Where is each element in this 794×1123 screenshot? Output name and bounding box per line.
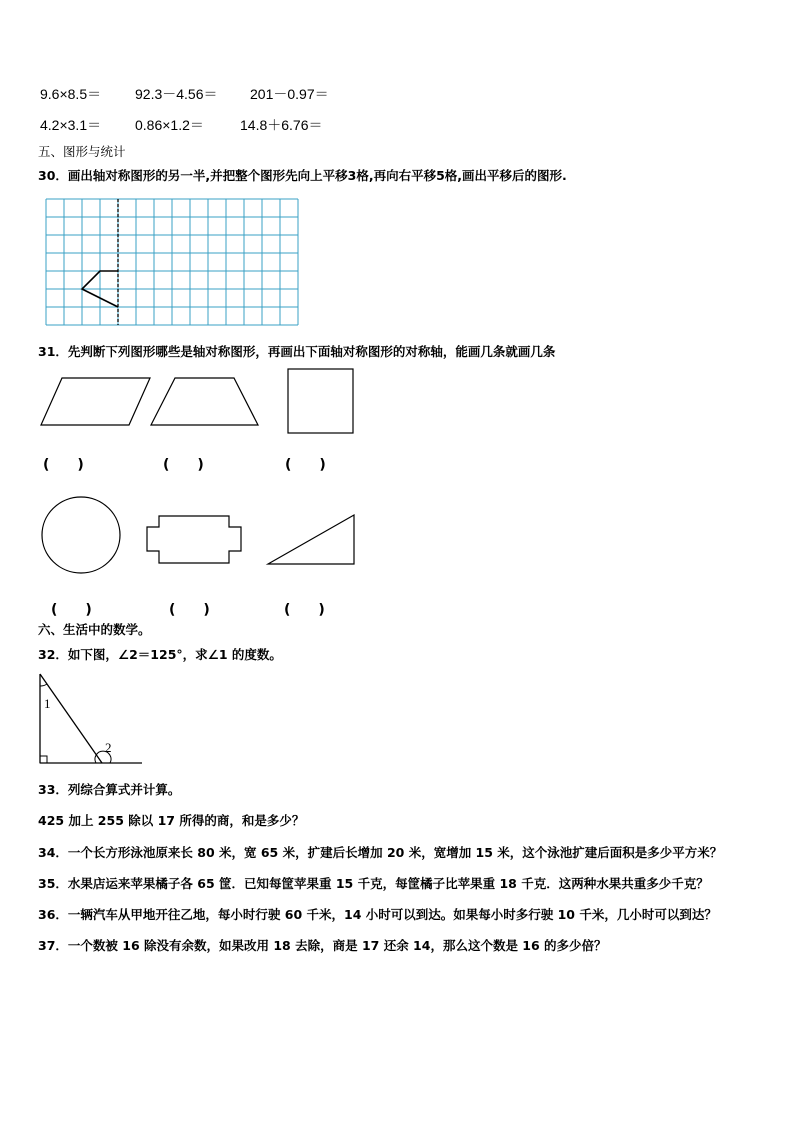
answer-blank[interactable]: ( ) <box>285 457 326 473</box>
question-35: 35．水果店运来苹果橘子各 65 筐．已知每筐苹果重 15 千克，每筐橘子比苹果重 18 千克．这两种水果共重多少千克？ <box>38 876 709 891</box>
answer-blank[interactable]: ( ) <box>51 602 92 618</box>
angle-1-arc <box>40 684 47 686</box>
question-34: 34．一个长方形泳池原来长 80 米，宽 65 米，扩建后长增加 20 米，宽增加 15 米，这个泳池扩建后面积是多少平方米？ <box>38 845 723 860</box>
question-32: 32．如下图，∠2＝125°，求∠1 的度数。 <box>38 647 282 662</box>
section-six-title: 六、生活中的数学。 <box>38 622 151 637</box>
calc-2: 92.3－4.56＝ <box>135 86 218 102</box>
question-30: 30．画出轴对称图形的另一半,并把整个图形先向上平移3格,再向右平移5格,画出平移后的图形. <box>38 168 567 183</box>
question-36: 36．一辆汽车从甲地开往乙地，每小时行驶 60 千米，14 小时可以到达。如果每小时多行驶 10 千米，几小时可以到达？ <box>38 907 717 922</box>
answer-blank[interactable]: ( ) <box>169 602 210 618</box>
answer-blank[interactable]: ( ) <box>163 457 204 473</box>
calc-5: 0.86×1.2＝ <box>135 117 204 133</box>
calc-1: 9.6×8.5＝ <box>40 86 102 102</box>
calc-6: 14.8＋6.76＝ <box>240 117 323 133</box>
answer-blank[interactable]: ( ) <box>284 602 325 618</box>
answer-blank[interactable]: ( ) <box>43 457 84 473</box>
angle-label-1: 1 <box>44 696 51 711</box>
right-angle-mark <box>40 756 47 763</box>
angle-label-2: 2 <box>105 740 112 755</box>
calc-4: 4.2×3.1＝ <box>40 117 102 133</box>
question-33-detail: 425 加上 255 除以 17 所得的商，和是多少？ <box>38 813 305 828</box>
question-37: 37．一个数被 16 除没有余数，如果改用 18 去除，商是 17 还余 14，那么这个数是 16 的多少倍？ <box>38 938 607 953</box>
calc-3: 201－0.97＝ <box>250 86 329 102</box>
section-five-title: 五、图形与统计 <box>38 144 126 159</box>
question-33: 33．列综合算式并计算。 <box>38 782 181 797</box>
question-31: 31．先判断下列图形哪些是轴对称图形，再画出下面轴对称图形的对称轴，能画几条就画几条 <box>38 344 556 359</box>
